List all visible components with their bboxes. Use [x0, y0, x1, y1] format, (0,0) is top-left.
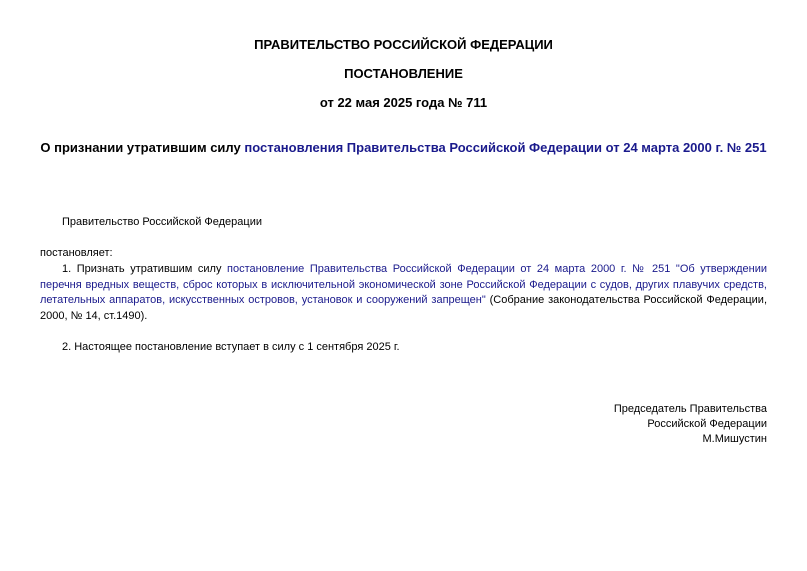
date-number-heading: от 22 мая 2025 года № 711: [319, 95, 488, 110]
document-type-heading: ПОСТАНОВЛЕНИЕ: [344, 66, 463, 81]
signature-name: М.Мишустин: [702, 433, 767, 445]
title-prefix: О признании утратившим силу: [40, 140, 245, 155]
authority-heading: ПРАВИТЕЛЬСТВО РОССИЙСКОЙ ФЕДЕРАЦИИ: [254, 37, 553, 52]
signature-block: [614, 402, 767, 447]
issuer-text: Правительство Российской Федерации: [62, 216, 262, 228]
item-1-link[interactable]: постановление Правительства Российской Федерации от 24 марта 2000 г. № 251 "Об утверждении перечня вредных веществ, сброс которых в исключительной экономической зоне Российской Федерации с судов, других плавучих средств, летательных аппаратов, искусственных островов, установок и сооружений запрещен": [40, 263, 768, 306]
item-1-prefix: 1. Признать утратившим силу: [62, 263, 228, 275]
item-2-paragraph: 2. Настоящее постановление вступает в силу с 1 сентября 2025 г.: [62, 341, 400, 353]
item-1-suffix: (Собрание законодательства Российской Федерации, 2000, № 14, ст.1490).: [40, 294, 767, 322]
resolves-text: постановляет:: [40, 247, 113, 259]
document-title: [40, 139, 767, 156]
title-link[interactable]: постановления Правительства Российской Федерации от 24 марта 2000 г. № 251: [244, 140, 767, 155]
signature-position-line-1: Председатель Правительства: [613, 403, 767, 415]
signature-position-line-2: Российской Федерации: [647, 418, 767, 430]
item-1-paragraph: [40, 262, 767, 324]
